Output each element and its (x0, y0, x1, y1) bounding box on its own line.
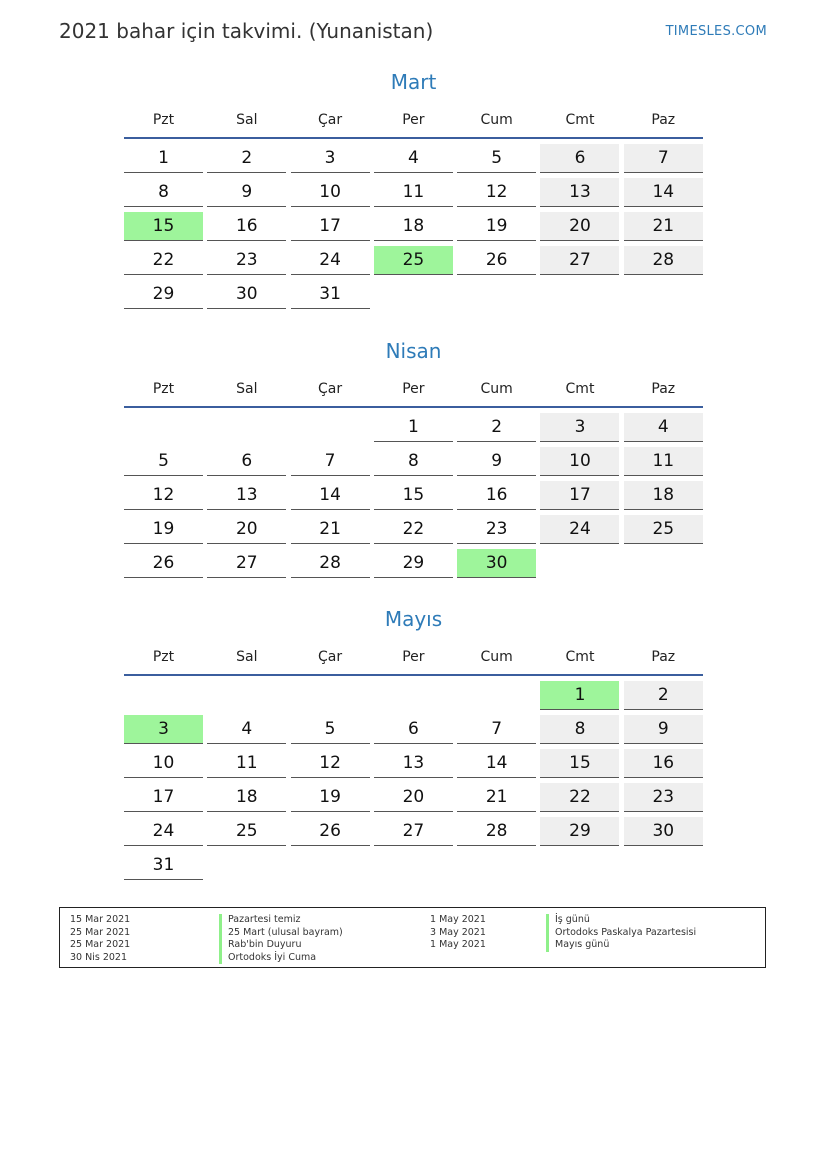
holiday-day-cell: 15 (124, 212, 203, 241)
weekday-label: Çar (318, 649, 343, 665)
day-cell: 27 (540, 246, 619, 275)
empty-day-cell (624, 280, 703, 309)
day-cell: 15 (374, 481, 453, 510)
day-cell: 14 (457, 749, 536, 778)
day-cell: 19 (457, 212, 536, 241)
day-cell: 7 (457, 715, 536, 744)
day-cell: 17 (291, 212, 370, 241)
day-cell: 5 (291, 715, 370, 744)
day-cell: 13 (374, 749, 453, 778)
day-cell: 18 (624, 481, 703, 510)
weekday-label: Paz (651, 649, 676, 665)
day-cell: 30 (207, 280, 286, 309)
day-cell: 22 (540, 783, 619, 812)
empty-day-cell (207, 413, 286, 442)
weekday-header (124, 109, 703, 131)
legend-holiday-name: 25 Mart (ulusal bayram) (219, 927, 343, 940)
day-cell: 25 (624, 515, 703, 544)
day-cell: 14 (291, 481, 370, 510)
day-cell: 7 (291, 447, 370, 476)
weekday-label: Pzt (152, 112, 175, 128)
empty-day-cell (374, 280, 453, 309)
day-cell: 11 (374, 178, 453, 207)
empty-day-cell (540, 549, 619, 578)
day-cell: 11 (207, 749, 286, 778)
weekday-label: Çar (318, 381, 343, 397)
weekday-label: Pzt (152, 381, 175, 397)
day-cell: 23 (624, 783, 703, 812)
day-cell: 27 (374, 817, 453, 846)
day-cell: 24 (291, 246, 370, 275)
day-cell: 21 (457, 783, 536, 812)
holiday-day-cell: 1 (540, 681, 619, 710)
weekday-header (124, 378, 703, 400)
empty-day-cell (624, 549, 703, 578)
legend-date: 1 May 2021 (430, 939, 486, 951)
weekday-label: Paz (651, 381, 676, 397)
day-cell: 17 (540, 481, 619, 510)
day-cell: 28 (624, 246, 703, 275)
empty-day-cell (124, 681, 203, 710)
day-grid (124, 413, 703, 578)
day-cell: 16 (207, 212, 286, 241)
weekday-label: Per (402, 381, 425, 397)
weekday-label: Paz (651, 112, 676, 128)
empty-day-cell (540, 280, 619, 309)
day-cell: 13 (207, 481, 286, 510)
holiday-day-cell: 30 (457, 549, 536, 578)
day-cell: 28 (457, 817, 536, 846)
day-cell: 23 (207, 246, 286, 275)
day-cell: 8 (374, 447, 453, 476)
legend-date: 25 Mar 2021 (70, 926, 131, 938)
month-calendar (124, 70, 703, 309)
day-cell: 24 (540, 515, 619, 544)
empty-day-cell (374, 681, 453, 710)
day-cell: 24 (124, 817, 203, 846)
month-name: Nisan (385, 339, 442, 363)
header-rule (124, 406, 703, 408)
weekday-label: Cmt (565, 649, 595, 665)
day-cell: 4 (374, 144, 453, 173)
day-cell: 2 (624, 681, 703, 710)
day-cell: 12 (291, 749, 370, 778)
day-cell: 18 (207, 783, 286, 812)
day-cell: 29 (374, 549, 453, 578)
day-cell: 2 (457, 413, 536, 442)
day-cell: 26 (291, 817, 370, 846)
day-cell: 11 (624, 447, 703, 476)
empty-day-cell (124, 413, 203, 442)
empty-day-cell (207, 681, 286, 710)
day-cell: 30 (624, 817, 703, 846)
holiday-legend (59, 907, 766, 968)
day-cell: 29 (540, 817, 619, 846)
day-cell: 7 (624, 144, 703, 173)
weekday-label: Per (402, 649, 425, 665)
day-cell: 10 (124, 749, 203, 778)
day-cell: 6 (540, 144, 619, 173)
day-cell: 21 (291, 515, 370, 544)
weekday-label: Cmt (565, 381, 595, 397)
day-cell: 19 (291, 783, 370, 812)
weekday-label: Cum (480, 381, 513, 397)
day-cell: 3 (291, 144, 370, 173)
legend-holiday-name: Ortodoks Paskalya Pazartesisi (546, 927, 696, 940)
day-cell: 22 (124, 246, 203, 275)
brand-logo-text[interactable]: TIMESLES.COM (665, 24, 767, 39)
day-cell: 15 (540, 749, 619, 778)
empty-day-cell (374, 851, 453, 880)
day-cell: 10 (540, 447, 619, 476)
legend-date: 25 Mar 2021 (70, 939, 131, 951)
legend-holiday-name: Pazartesi temiz (219, 914, 300, 927)
day-cell: 9 (624, 715, 703, 744)
day-cell: 12 (124, 481, 203, 510)
day-grid (124, 681, 703, 880)
legend-date: 30 Nis 2021 (70, 951, 127, 963)
day-cell: 26 (457, 246, 536, 275)
empty-day-cell (540, 851, 619, 880)
legend-holiday-name: Ortodoks İyi Cuma (219, 952, 316, 965)
day-cell: 4 (207, 715, 286, 744)
weekday-label: Sal (236, 649, 258, 665)
month-name: Mayıs (384, 607, 443, 631)
empty-day-cell (291, 851, 370, 880)
weekday-label: Cum (480, 112, 513, 128)
day-cell: 31 (124, 851, 203, 880)
header-rule (124, 674, 703, 676)
day-cell: 1 (124, 144, 203, 173)
day-cell: 6 (374, 715, 453, 744)
month-calendar (124, 607, 703, 880)
day-cell: 12 (457, 178, 536, 207)
weekday-label: Pzt (152, 649, 175, 665)
day-cell: 1 (374, 413, 453, 442)
day-cell: 25 (207, 817, 286, 846)
legend-date: 15 Mar 2021 (70, 914, 131, 925)
page-title: 2021 bahar için takvimi. (Yunanistan) (59, 19, 434, 43)
empty-day-cell (624, 851, 703, 880)
day-cell: 26 (124, 549, 203, 578)
day-cell: 31 (291, 280, 370, 309)
empty-day-cell (457, 851, 536, 880)
day-cell: 22 (374, 515, 453, 544)
day-cell: 14 (624, 178, 703, 207)
empty-day-cell (207, 851, 286, 880)
weekday-label: Per (402, 112, 425, 128)
weekday-label: Cmt (565, 112, 595, 128)
day-cell: 19 (124, 515, 203, 544)
day-cell: 9 (207, 178, 286, 207)
empty-day-cell (457, 681, 536, 710)
day-cell: 2 (207, 144, 286, 173)
day-cell: 8 (540, 715, 619, 744)
month-calendar (124, 339, 703, 578)
day-cell: 3 (540, 413, 619, 442)
empty-day-cell (291, 413, 370, 442)
day-cell: 20 (207, 515, 286, 544)
legend-date: 3 May 2021 (430, 926, 486, 938)
weekday-label: Sal (236, 112, 258, 128)
day-grid (124, 144, 703, 309)
day-cell: 6 (207, 447, 286, 476)
month-name: Mart (390, 70, 437, 94)
day-cell: 20 (374, 783, 453, 812)
day-cell: 9 (457, 447, 536, 476)
day-cell: 5 (457, 144, 536, 173)
legend-holiday-name: İş günü (546, 914, 590, 927)
day-cell: 10 (291, 178, 370, 207)
weekday-header (124, 646, 703, 668)
day-cell: 13 (540, 178, 619, 207)
holiday-day-cell: 3 (124, 715, 203, 744)
legend-holiday-name: Mayıs günü (546, 939, 609, 952)
day-cell: 4 (624, 413, 703, 442)
day-cell: 29 (124, 280, 203, 309)
day-cell: 27 (207, 549, 286, 578)
day-cell: 18 (374, 212, 453, 241)
legend-holiday-name: Rab'bin Duyuru (219, 939, 301, 952)
weekday-label: Cum (480, 649, 513, 665)
empty-day-cell (291, 681, 370, 710)
day-cell: 17 (124, 783, 203, 812)
header-rule (124, 137, 703, 139)
empty-day-cell (457, 280, 536, 309)
weekday-label: Sal (236, 381, 258, 397)
holiday-day-cell: 25 (374, 246, 453, 275)
day-cell: 5 (124, 447, 203, 476)
day-cell: 16 (457, 481, 536, 510)
legend-date: 1 May 2021 (430, 914, 486, 925)
day-cell: 20 (540, 212, 619, 241)
day-cell: 23 (457, 515, 536, 544)
day-cell: 8 (124, 178, 203, 207)
day-cell: 16 (624, 749, 703, 778)
day-cell: 21 (624, 212, 703, 241)
weekday-label: Çar (318, 112, 343, 128)
day-cell: 28 (291, 549, 370, 578)
